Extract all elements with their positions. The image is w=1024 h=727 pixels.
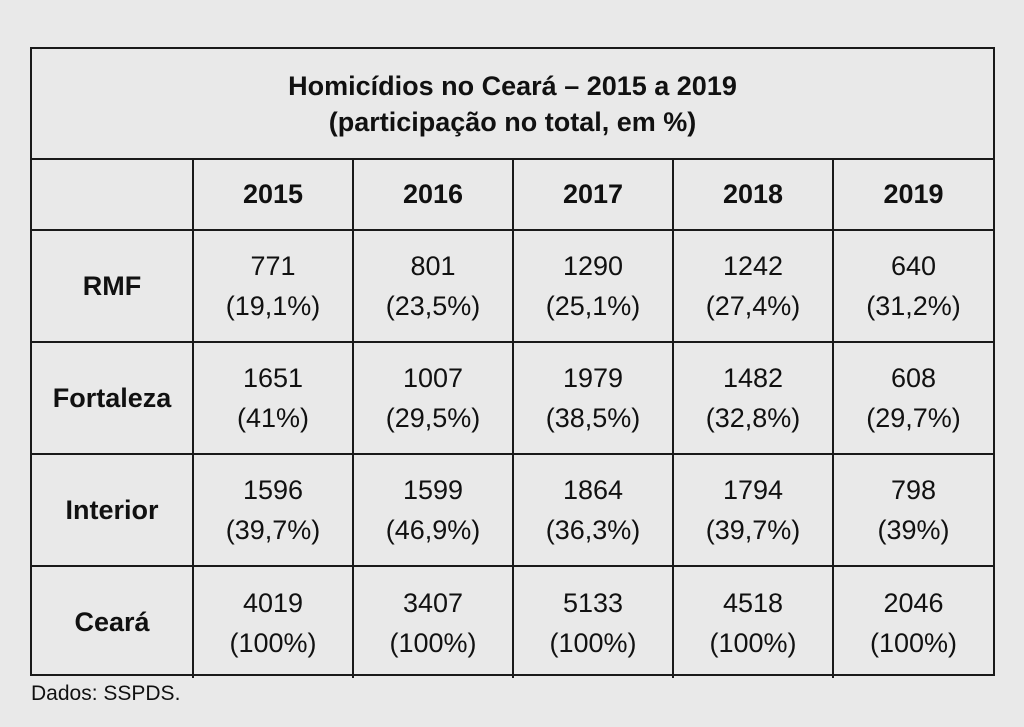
cell-percent: (39,7%) bbox=[705, 515, 801, 545]
cell-percent: (29,7%) bbox=[866, 403, 961, 433]
cell-value: 771 bbox=[250, 251, 296, 281]
table-cell bbox=[353, 230, 513, 342]
row-label: Fortaleza bbox=[32, 342, 193, 454]
table-row-rmf bbox=[32, 230, 993, 342]
cell-value: 4019 bbox=[242, 587, 304, 618]
cell-value: 1596 bbox=[242, 475, 304, 505]
source-note: Dados: SSPDS. bbox=[31, 682, 181, 705]
cell-value: 1979 bbox=[562, 363, 624, 393]
table-cell bbox=[513, 230, 673, 342]
cell-percent: (39,7%) bbox=[225, 515, 321, 545]
cell-percent: (25,1%) bbox=[545, 291, 641, 321]
cell-percent: (41%) bbox=[236, 403, 310, 433]
cell-value: 1290 bbox=[562, 251, 624, 281]
cell-percent: (36,3%) bbox=[545, 515, 641, 545]
homicide-table-frame bbox=[30, 47, 995, 676]
cell-value: 801 bbox=[410, 251, 456, 281]
cell-percent: (31,2%) bbox=[866, 291, 961, 321]
cell-value: 1794 bbox=[722, 475, 784, 505]
table-row-fortaleza bbox=[32, 342, 993, 454]
cell-percent: (100%) bbox=[709, 627, 797, 658]
table-cell bbox=[673, 566, 833, 678]
table-cell bbox=[833, 342, 993, 454]
cell-value: 1864 bbox=[562, 475, 624, 505]
row-label: Interior bbox=[32, 454, 193, 566]
table-title bbox=[32, 49, 993, 160]
table-cell bbox=[193, 230, 353, 342]
table-title-line-2: (participação no total, em %) bbox=[328, 106, 697, 137]
cell-value: 3407 bbox=[402, 587, 464, 618]
cell-percent: (39%) bbox=[877, 515, 950, 545]
table-cell bbox=[353, 342, 513, 454]
cell-value: 1599 bbox=[402, 475, 464, 505]
table-cell bbox=[193, 342, 353, 454]
cell-value: 1482 bbox=[722, 363, 784, 393]
table-cell bbox=[673, 230, 833, 342]
homicide-data-table bbox=[32, 160, 993, 678]
table-cell bbox=[193, 454, 353, 566]
cell-percent: (46,9%) bbox=[385, 515, 481, 545]
cell-percent: (19,1%) bbox=[225, 291, 321, 321]
cell-value: 608 bbox=[890, 363, 937, 393]
table-row-ceara bbox=[32, 566, 993, 678]
cell-percent: (100%) bbox=[869, 627, 958, 658]
table-cell bbox=[513, 454, 673, 566]
cell-percent: (32,8%) bbox=[705, 403, 801, 433]
year-header-row bbox=[32, 160, 993, 230]
cell-value: 1651 bbox=[242, 363, 304, 393]
cell-value: 5133 bbox=[562, 587, 624, 618]
cell-value: 1007 bbox=[402, 363, 464, 393]
table-title-line-1: Homicídios no Ceará – 2015 a 2019 bbox=[288, 70, 737, 101]
year-header-2015: 2015 bbox=[193, 160, 353, 230]
cell-value: 4518 bbox=[722, 587, 784, 618]
cell-percent: (23,5%) bbox=[385, 291, 481, 321]
cell-value: 640 bbox=[890, 251, 937, 281]
cell-value: 1242 bbox=[722, 251, 784, 281]
cell-percent: (100%) bbox=[229, 627, 317, 658]
year-header-2018: 2018 bbox=[673, 160, 833, 230]
table-cell bbox=[833, 454, 993, 566]
table-cell bbox=[353, 454, 513, 566]
cell-percent: (100%) bbox=[389, 627, 477, 658]
table-cell bbox=[193, 566, 353, 678]
cell-percent: (29,5%) bbox=[385, 403, 481, 433]
table-row-interior bbox=[32, 454, 993, 566]
row-label: Ceará bbox=[32, 566, 193, 678]
table-cell bbox=[673, 342, 833, 454]
year-header-2019: 2019 bbox=[833, 160, 993, 230]
corner-cell bbox=[32, 160, 193, 230]
table-cell bbox=[673, 454, 833, 566]
table-cell bbox=[353, 566, 513, 678]
cell-percent: (27,4%) bbox=[705, 291, 801, 321]
cell-percent: (100%) bbox=[549, 627, 637, 658]
cell-percent: (38,5%) bbox=[545, 403, 641, 433]
cell-value: 2046 bbox=[883, 587, 944, 618]
table-cell bbox=[833, 566, 993, 678]
table-cell bbox=[513, 342, 673, 454]
year-header-2017: 2017 bbox=[513, 160, 673, 230]
table-cell bbox=[833, 230, 993, 342]
year-header-2016: 2016 bbox=[353, 160, 513, 230]
row-label: RMF bbox=[32, 230, 193, 342]
cell-value: 798 bbox=[890, 475, 937, 505]
table-cell bbox=[513, 566, 673, 678]
